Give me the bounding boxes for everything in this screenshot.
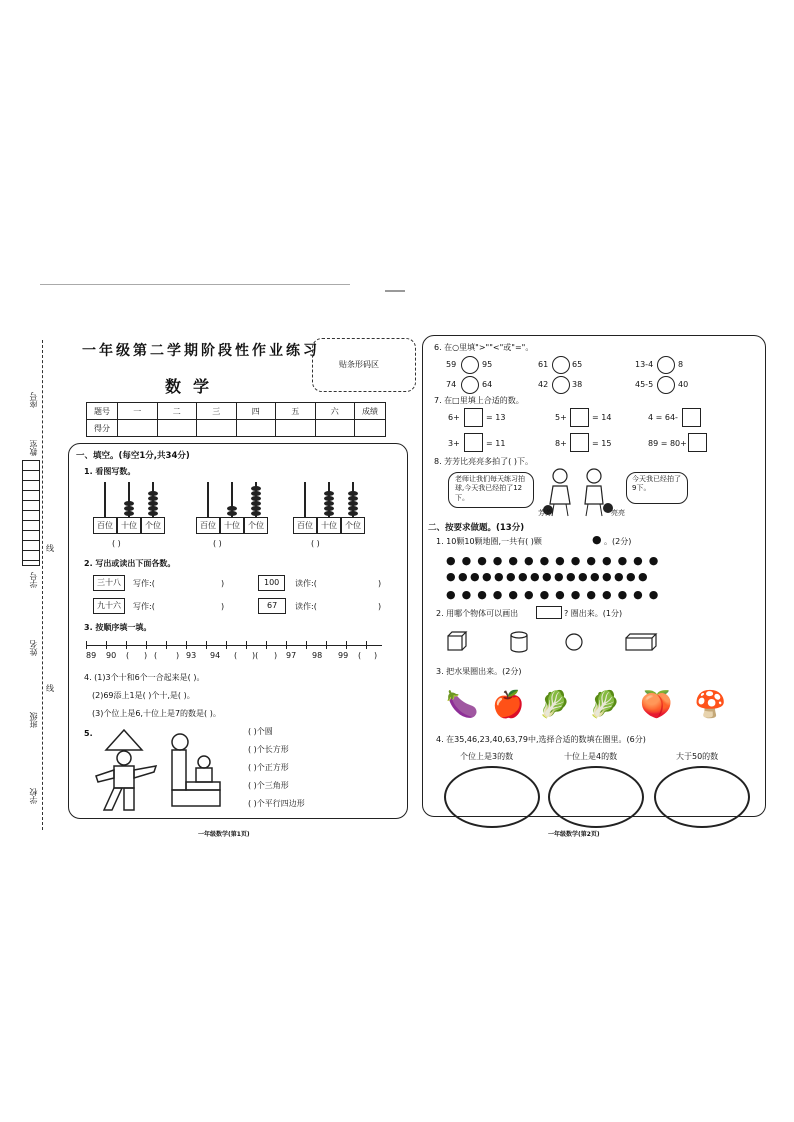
number-card: 三十八 [93, 575, 125, 591]
number-line-blank[interactable]: ) [144, 651, 148, 660]
oval-label-gt-50: 大于50的数 [676, 752, 719, 761]
compare-left: 59 [446, 360, 457, 369]
number-line [86, 640, 386, 664]
abacus-bead [124, 501, 134, 506]
s2-question-4: 4. 在35,46,23,40,63,79中,选择合适的数填在圈里。(6分) [436, 735, 646, 744]
place-label: 百位 [196, 517, 220, 534]
compare-right: 8 [678, 360, 684, 369]
question-4-1: 4. (1)3个十和6个一合起来是( )。 [84, 673, 205, 682]
abacus-3 [290, 476, 370, 534]
lettuce-icon[interactable]: 🥬 [538, 690, 571, 720]
abacus-rod [104, 482, 106, 518]
abacus-rod [207, 482, 209, 518]
abacus-bead [251, 486, 261, 491]
place-value-labels [93, 517, 165, 534]
answer-blank[interactable]: ( ) [311, 539, 320, 548]
peach-icon[interactable]: 🍑 [640, 690, 673, 720]
equation-prefix: 6+ [448, 413, 460, 422]
s2-question-2: 2. 用哪个物体可以画出 [436, 609, 519, 618]
compare-left: 13-4 [635, 360, 654, 369]
compare-right: 40 [678, 380, 689, 389]
score-table-cell: 成绩 [355, 403, 386, 420]
score-table-cell: 五 [276, 403, 316, 420]
seed-icon: ● [592, 533, 602, 546]
score-table-cell: 六 [315, 403, 355, 420]
compare-circle[interactable] [657, 356, 675, 374]
robot-shapes-figure [94, 728, 164, 814]
abacus-bead [148, 511, 158, 516]
abacus-bead [227, 506, 237, 511]
question-4-2: (2)69添上1是( )个十,是( )。 [92, 691, 195, 700]
shape-count-circle[interactable]: ( )个圆 [248, 727, 273, 736]
score-table [86, 402, 386, 437]
name-label-liangliang: 亮亮 [611, 509, 625, 517]
number-line-blank[interactable]: )( [252, 651, 259, 660]
cuboid-object[interactable] [624, 632, 658, 652]
mushroom-icon[interactable]: 🍄 [694, 690, 727, 720]
page-footer-2: 一年级数学(第2页) [548, 831, 600, 838]
q2-close-paren: ) [221, 602, 225, 611]
question-5: 5. [84, 729, 93, 738]
barcode-label: 贴条形码区 [339, 360, 379, 369]
number-line-blank[interactable]: ( [234, 651, 238, 660]
answer-blank[interactable]: ( ) [112, 539, 121, 548]
place-label: 个位 [141, 517, 165, 534]
s2-question-1: 1. 10颗10颗地圈,一共有( )颗 [436, 537, 542, 546]
student-id-grid [22, 460, 40, 564]
score-table-cell: 三 [197, 403, 237, 420]
section1-title: 一、填空。(每空1分,共34分) [76, 451, 190, 461]
equation-prefix: 89 = 80+ [648, 439, 687, 448]
place-value-labels [196, 517, 268, 534]
place-label: 十位 [220, 517, 244, 534]
speech-bubble-left [448, 472, 534, 508]
number-line-label: 94 [210, 651, 221, 660]
score-table-cell: 四 [236, 403, 276, 420]
speech-bubble-right-text: 今天我已经拍了9下。 [632, 475, 681, 493]
score-input-cell[interactable] [157, 420, 197, 437]
binding-line [42, 340, 43, 830]
cube-object[interactable] [446, 630, 468, 652]
binding-line-mark: 线 [46, 684, 54, 693]
abacus-bead [324, 491, 334, 496]
binding-line-mark: 线 [46, 544, 54, 553]
score-input-cell[interactable] [315, 420, 355, 437]
q2-close-paren: ) [221, 579, 225, 588]
number-line-label: 89 [86, 651, 97, 660]
abacus-bead [324, 506, 334, 511]
abacus-bead [324, 496, 334, 501]
question-8: 8. 芳芳比亮亮多拍了( )下。 [434, 457, 533, 466]
abacus-bead [348, 496, 358, 501]
eggplant-icon[interactable]: 🍆 [446, 690, 479, 720]
compare-left: 42 [538, 380, 549, 389]
speech-bubble-right [626, 472, 688, 504]
number-line-blank[interactable]: ) [176, 651, 180, 660]
compare-circle[interactable] [461, 356, 479, 374]
q2-write-label: 写作:( [133, 602, 155, 611]
scan-mark [385, 290, 405, 292]
abacus-bead [148, 501, 158, 506]
place-label: 十位 [117, 517, 141, 534]
answer-box[interactable] [464, 408, 483, 427]
answer-blank[interactable]: ( ) [213, 539, 222, 548]
score-input-cell[interactable] [355, 420, 386, 437]
answer-box[interactable] [570, 408, 589, 427]
binding-label-student-id: 学号 [29, 572, 38, 588]
equation-suffix: = 13 [486, 413, 506, 422]
question-7: 7. 在□里填上合适的数。 [434, 396, 524, 405]
abacus-rod [304, 482, 306, 518]
binding-label-seat: 座号 [29, 392, 38, 408]
seed-row: ●●●●●●●●●●●●●● [446, 554, 665, 567]
binding-label-school: 学校 [29, 788, 38, 804]
abacus-bead [148, 496, 158, 501]
cylinder-object[interactable] [508, 630, 530, 654]
shape-count-parallelogram[interactable]: ( )个平行四边形 [248, 799, 305, 808]
section2-title: 二、按要求做题。(13分) [428, 523, 525, 533]
number-line-blank[interactable]: ( [154, 651, 158, 660]
q2-close-paren: ) [378, 602, 382, 611]
compare-circle[interactable] [552, 356, 570, 374]
oval-label-tens-4: 十位上是4的数 [564, 752, 618, 761]
score-table-cell: 得分 [87, 420, 118, 437]
scan-mark [40, 284, 350, 285]
compare-circle[interactable] [461, 376, 479, 394]
apple-icon[interactable]: 🍎 [492, 690, 525, 720]
abacus-bead [227, 511, 237, 516]
answer-oval-ones-3[interactable] [444, 766, 540, 828]
place-label: 个位 [341, 517, 365, 534]
abacus-bead [324, 501, 334, 506]
place-label: 百位 [93, 517, 117, 534]
equation-prefix: 5+ [555, 413, 567, 422]
seed-row: ●●●●●●●●●●●●●● [446, 588, 665, 601]
answer-box[interactable] [570, 433, 589, 452]
binding-label-class: 班级 [29, 712, 38, 728]
score-table-header-row [87, 403, 386, 420]
barcode-area [312, 338, 416, 392]
place-label: 百位 [293, 517, 317, 534]
score-input-cell[interactable] [276, 420, 316, 437]
s2-question-3: 3. 把水果圈出来。(2分) [436, 667, 522, 676]
building-shapes-figure [168, 732, 228, 812]
equation-prefix: 4 = 64- [648, 413, 678, 422]
number-line-label: 99 [338, 651, 349, 660]
abacus-bead [251, 511, 261, 516]
abacus-bead [324, 511, 334, 516]
equation-suffix: = 11 [486, 439, 506, 448]
abacus-bead [348, 506, 358, 511]
compare-circle[interactable] [552, 376, 570, 394]
oval-label-ones-3: 个位上是3的数 [460, 752, 514, 761]
answer-oval-gt-50[interactable] [654, 766, 750, 828]
s2-question-2-tail: ? 圈出来。(1分) [564, 609, 623, 618]
s2-question-1-score: 。(2分) [604, 537, 632, 546]
score-table-cell: 一 [118, 403, 158, 420]
compare-right: 95 [482, 360, 493, 369]
question-4-3: (3)个位上是6,十位上是7的数是( )。 [92, 709, 221, 718]
abacus-bead [124, 511, 134, 516]
binding-label-classroom: 教室 [29, 440, 38, 456]
number-line-label: 93 [186, 651, 197, 660]
q2-close-paren: ) [378, 579, 382, 588]
question-3: 3. 按顺序填一填。 [84, 623, 152, 632]
compare-right: 64 [482, 380, 493, 389]
shape-count-rectangle[interactable]: ( )个长方形 [248, 745, 289, 754]
number-line-blank[interactable]: ) [374, 651, 378, 660]
abacus-bead [251, 491, 261, 496]
place-value-labels [293, 517, 365, 534]
abacus-bead [148, 491, 158, 496]
abacus-bead [124, 506, 134, 511]
score-input-cell[interactable] [118, 420, 158, 437]
binding-strip [20, 340, 65, 830]
place-label: 个位 [244, 517, 268, 534]
abacus-bead [348, 511, 358, 516]
number-card: 100 [258, 575, 285, 591]
place-label: 十位 [317, 517, 341, 534]
compare-right: 65 [572, 360, 583, 369]
score-input-cell[interactable] [236, 420, 276, 437]
score-table-cell: 二 [157, 403, 197, 420]
answer-oval-tens-4[interactable] [548, 766, 644, 828]
number-line-label: 90 [106, 651, 117, 660]
page-footer-1: 一年级数学(第1页) [198, 831, 250, 838]
equation-prefix: 8+ [555, 439, 567, 448]
page-title: 一年级第二学期阶段性作业练习 [82, 343, 320, 359]
compare-left: 61 [538, 360, 549, 369]
equation-suffix: = 14 [592, 413, 612, 422]
abacus-1 [90, 476, 170, 534]
abacus-2 [193, 476, 273, 534]
compare-circle[interactable] [657, 376, 675, 394]
answer-box[interactable] [464, 433, 483, 452]
abacus-bead [148, 506, 158, 511]
q2-write-label: 写作:( [133, 579, 155, 588]
abacus-bead [348, 501, 358, 506]
question-1: 1. 看图写数。 [84, 467, 136, 476]
shape-count-triangle[interactable]: ( )个三角形 [248, 781, 289, 790]
score-table-score-row [87, 420, 386, 437]
equation-suffix: = 15 [592, 439, 612, 448]
number-line-ticks [86, 641, 382, 649]
subject-title: 数学 [165, 377, 222, 396]
number-line-blank[interactable]: ( [358, 651, 362, 660]
abacus-bead [251, 501, 261, 506]
abacus-bead [251, 506, 261, 511]
binding-label-name: 姓名 [29, 640, 38, 656]
compare-left: 45-5 [635, 380, 654, 389]
question-2: 2. 写出或读出下面各数。 [84, 559, 176, 568]
number-card: 九十六 [93, 598, 125, 614]
abacus-bead [348, 491, 358, 496]
number-line-label: 98 [312, 651, 323, 660]
number-line-blank[interactable]: ) [274, 651, 278, 660]
compare-right: 38 [572, 380, 583, 389]
number-line-label: 97 [286, 651, 297, 660]
speech-bubble-left-text: 老师让我们每天练习拍球,今天我已经拍了12下。 [455, 475, 525, 502]
q2-read-label: 读作:( [295, 602, 317, 611]
name-label-fangfang: 芳芳 [538, 509, 552, 517]
answer-box[interactable] [688, 433, 707, 452]
number-line-blank[interactable]: ( [126, 651, 130, 660]
q2-read-label: 读作:( [295, 579, 317, 588]
seed-row: ●●●●●●●●●●●●●●●●● [446, 570, 650, 583]
number-card: 67 [258, 598, 286, 614]
score-input-cell[interactable] [197, 420, 237, 437]
rectangle-outline-target [536, 606, 562, 619]
score-table-cell: 题号 [87, 403, 118, 420]
sphere-object[interactable] [564, 632, 584, 652]
answer-box[interactable] [682, 408, 701, 427]
equation-prefix: 3+ [448, 439, 460, 448]
question-6: 6. 在○里填">""<"或"="。 [434, 343, 534, 352]
abacus-bead [251, 496, 261, 501]
cabbage-icon[interactable]: 🥬 [588, 690, 621, 720]
shape-count-square[interactable]: ( )个正方形 [248, 763, 289, 772]
compare-left: 74 [446, 380, 457, 389]
